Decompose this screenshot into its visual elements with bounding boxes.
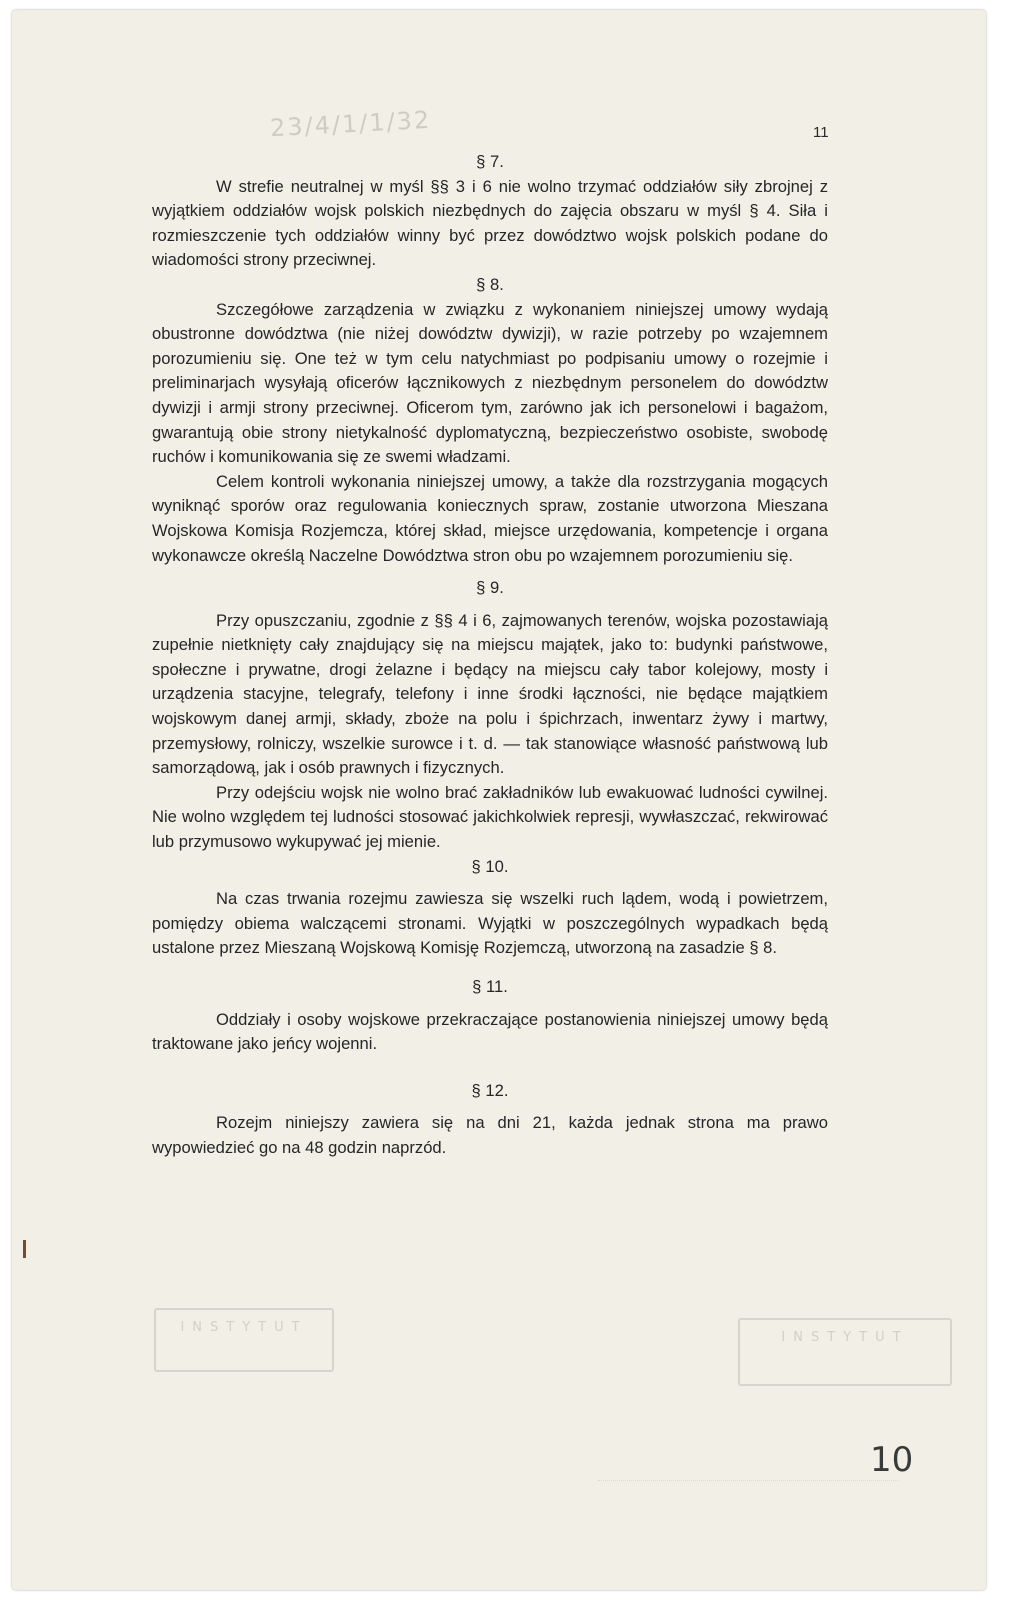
section-9-heading: § 9. <box>476 578 504 598</box>
section-10-heading: § 10. <box>471 856 509 876</box>
section-8-heading: § 8. <box>476 274 504 294</box>
faint-handwritten-note <box>598 1480 898 1511</box>
section-8-paragraph-1: Szczegółowe zarządzenia w związku z wykonaniem niniejszej umowy wydają obustronne dowództwa (nie niżej dowództw dywizji), w razie potrzeby po wzajemnem porozumieniu się. One też w tym celu natychmiast po podpisaniu umowy o rozejmie i preliminarjach wysyłają oficerów łącznikowych z niezbędnym personelem do dowództw dywizji i armji strony przeciwnej. Oficerom tym, zarówno jak ich personelowi i bagażom, gwarantują obie strony nietykalność dyplomatyczną, bezpieczeństwo osobiste, swobodę ruchów i komunikowania się ze swemi władzami. <box>152 299 828 467</box>
section-9-paragraph-1: Przy opuszczaniu, zgodnie z §§ 4 i 6, zajmowanych terenów, wojska pozostawiają zupełnie nietknięty cały znajdujący się na miejscu majątek, jako to: budynki państwowe, społeczne i prywatne, drogi żelazne i będący na miejscu cały tabor kolejowy, mosty i urządzenia stacyjne, telegrafy, telefony i inne środki łączności, nie będące majątkiem wojskowym danej armji, składy, zboże na polu i śpichrzach, inwentarz żywy i martwy, przemysłowy, rolniczy, wszelkie surowce i t. d. — tak stanowiące własność państwową lub samorządową, jak i osób prawnych i fizycznych. <box>152 610 828 778</box>
section-10-paragraph: Na czas trwania rozejmu zawiesza się wszelki ruch lądem, wodą i powietrzem, pomiędzy obiema walczącemi stronami. Wyjątki w poszczególnych wypadkach będą ustalone przez Mieszaną Wojskową Komisję Rozjemczą, utworzoną na zasadzie § 8. <box>152 889 828 958</box>
faint-stamp-right <box>738 1318 952 1386</box>
section-7-heading: § 7. <box>476 152 504 171</box>
section-11-paragraph: Oddziały i osoby wojskowe przekraczające postanowienia niniejszej umowy będą traktowane jako jeńcy wojenni. <box>152 1009 828 1054</box>
section-12-heading: § 12. <box>471 1080 509 1100</box>
pencil-archive-mark: 23/4/1/1/32 <box>269 105 432 143</box>
section-8-paragraph-2: Celem kontroli wykonania niniejszej umowy, a także dla rozstrzygania mogących wyniknąć sporów oraz regulowania koniecznych spraw, zostanie utworzona Mieszana Wojskowa Komisja Rozjemcza, której skład, miejsce urzędowania, kompetencje i organa wykonawcze określą Naczelne Dowództwa stron obu po wzajemnem porozumieniu się. <box>152 471 828 565</box>
page-number: 11 <box>813 124 829 141</box>
stamp-right-text: INSTYTUT <box>781 1330 909 1345</box>
section-11-heading: § 11. <box>472 977 508 996</box>
binding-mark <box>23 1240 26 1258</box>
faint-stamp-left <box>154 1308 334 1372</box>
section-9-paragraph-2: Przy odejściu wojsk nie wolno brać zakładników lub ewakuować ludności cywilnej. Nie wolno względem tej ludności stosować jakichkolwiek represji, wywłaszczać, rekwirować lub przymusowo wykupywać jej mienie. <box>152 782 828 852</box>
section-12-paragraph: Rozejm niniejszy zawiera się na dni 21, każda jednak strona ma prawo wypowiedzieć go na 48 godzin naprzód. <box>152 1113 828 1157</box>
section-7-paragraph: W strefie neutralnej w myśl §§ 3 i 6 nie wolno trzymać oddziałów siły zbrojnej z wyjątkiem oddziałów wojsk polskich niezbędnych do zajęcia obszaru w myśl § 4. Siła i rozmieszczenie tych oddziałów winny być przez dowództwo wojsk polskich podane do wiadomości strony przeciwnej. <box>152 176 828 270</box>
stamp-left-text: INSTYTUT <box>180 1320 308 1335</box>
handwritten-number: 10 <box>870 1440 914 1480</box>
document-body <box>152 150 828 1161</box>
